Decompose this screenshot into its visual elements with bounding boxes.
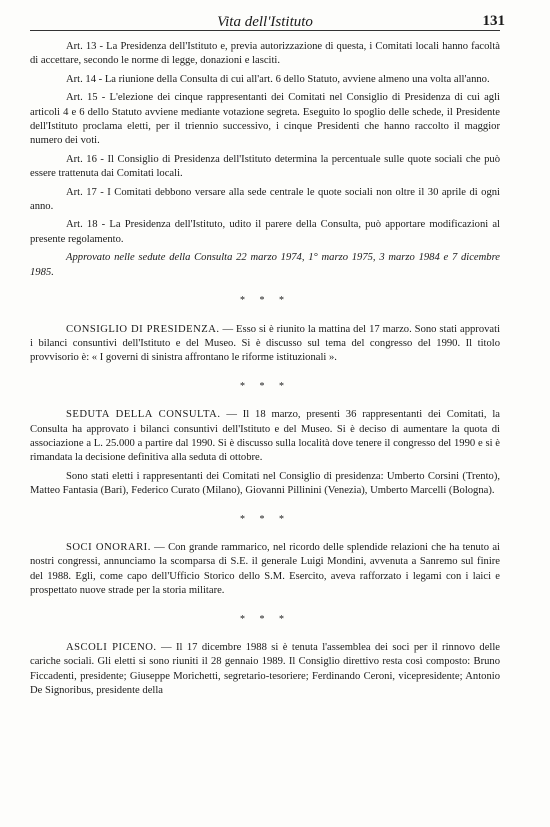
consulta-heading: SEDUTA DELLA CONSULTA. [66, 409, 221, 421]
soci-paragraph [30, 541, 500, 599]
consulta-paragraph [30, 408, 500, 466]
consiglio-text: — Esso si è riunito la mattina del 17 marzo. Sono stati approvati i bilanci consuntivi dell'Istituto e del Museo. Si è discusso sul tema del congresso del 1990. Il titolo provvisorio è: « I governi di sinistra affrontano le riforme istituzionali ». [30, 323, 501, 364]
soci-text: — Con grande rammarico, nel ricordo delle splendide relazioni che ha tenuto ai nostri congressi, annunciamo la scomparsa di S.E. il generale Luigi Mondini, avvenuta a Sanremo sul finire del 1988. Egli, come capo dell'Ufficio Storico dello S.M. Esercito, aveva rafforzato i legami con i laici e prospettato nuove strade per la storia militare. [30, 541, 500, 597]
section-separator: * * * [240, 613, 290, 625]
ascoli-heading: ASCOLI PICENO. [66, 642, 157, 653]
section-separator: * * * [240, 380, 290, 392]
page-body [30, 40, 500, 699]
running-title: Vita dell'Istituto [217, 14, 313, 30]
consiglio-heading: CONSIGLIO DI PRESIDENZA. [66, 323, 220, 335]
document-page [30, 0, 505, 703]
soci-heading: SOCI ONORARI. [66, 541, 151, 553]
article-17: Art. 17 - I Comitati debbono versare alla sede centrale le quote sociali non oltre il 30 aprile di ogni anno. [30, 186, 500, 213]
article-13: Art. 13 - La Presidenza dell'Istituto e, previa autorizzazione di questa, i Comitati locali hanno facoltà di accettare, secondo le norme di legge, donazioni e lasciti. [30, 41, 500, 67]
article-16: Art. 16 - Il Consiglio di Presidenza dell'Istituto determina la percentuale sulle quote sociali che può essere trattenuta dai Comitati locali. [30, 153, 500, 180]
article-14: Art. 14 - La riunione della Consulta di cui all'art. 6 dello Statuto, avviene almeno una volta all'anno. [66, 73, 490, 85]
consulta-elected: Sono stati eletti i rappresentanti dei Comitati nel Consiglio di presidenza: Umberto Corsini (Trento), Matteo Fantasia (Bari), Federico Curato (Milano), Giovanni Pillinini (Venezia), Umberto Marcelli (Bologna). [30, 470, 500, 497]
article-15: Art. 15 - L'elezione dei cinque rappresentanti dei Comitati nel Consiglio di Presidenza di cui agli articoli 4 e 6 dello Statuto avviene mediante votazione segreta. Eseguito lo spoglio delle schede, il Presidente dell'Istituto proclama eletti, per il triennio successivo, i cinque Presidenti che hanno raccolto il maggior numero dei voti. [30, 92, 500, 147]
article-18: Art. 18 - La Presidenza dell'Istituto, udito il parere della Consulta, può apportare modificazioni al presente regolamento. [30, 219, 500, 245]
ascoli-paragraph [30, 641, 500, 699]
section-separator: * * * [240, 513, 290, 525]
approval-note: Approvato nelle sedute della Consulta 22 marzo 1974, 1° marzo 1975, 3 marzo 1984 e 7 dicembre 1985. [30, 252, 500, 278]
consulta-text: — Il 18 marzo, presenti 36 rappresentanti dei Comitati, la Consulta ha approvato i bilanci consuntivi dell'Istituto e del Museo. Si è deciso di aumentare la quota di associazione a L. 25.000 a partire dal 1990. Si è discusso sulla località dove tenere il congresso del 1990 e si è rimandata la decisione definitiva alla seduta di ottobre. [30, 409, 500, 464]
consiglio-paragraph [30, 323, 500, 366]
section-separator: * * * [240, 295, 290, 307]
ascoli-text: — Il 17 dicembre 1988 si è tenuta l'assemblea dei soci per il rinnovo delle cariche sociali. Gli eletti si sono riuniti il 28 gennaio 1989. Il Consiglio direttivo resta così composto: Bruno Ficcadenti, presidente; Giuseppe Morichetti, segretario-tesoriere; Ferdinando Ceroni, vicepresidente; Antonio De Signoribus, presidente della [30, 642, 501, 697]
page-number: 131 [482, 13, 505, 29]
running-header [30, 0, 505, 31]
